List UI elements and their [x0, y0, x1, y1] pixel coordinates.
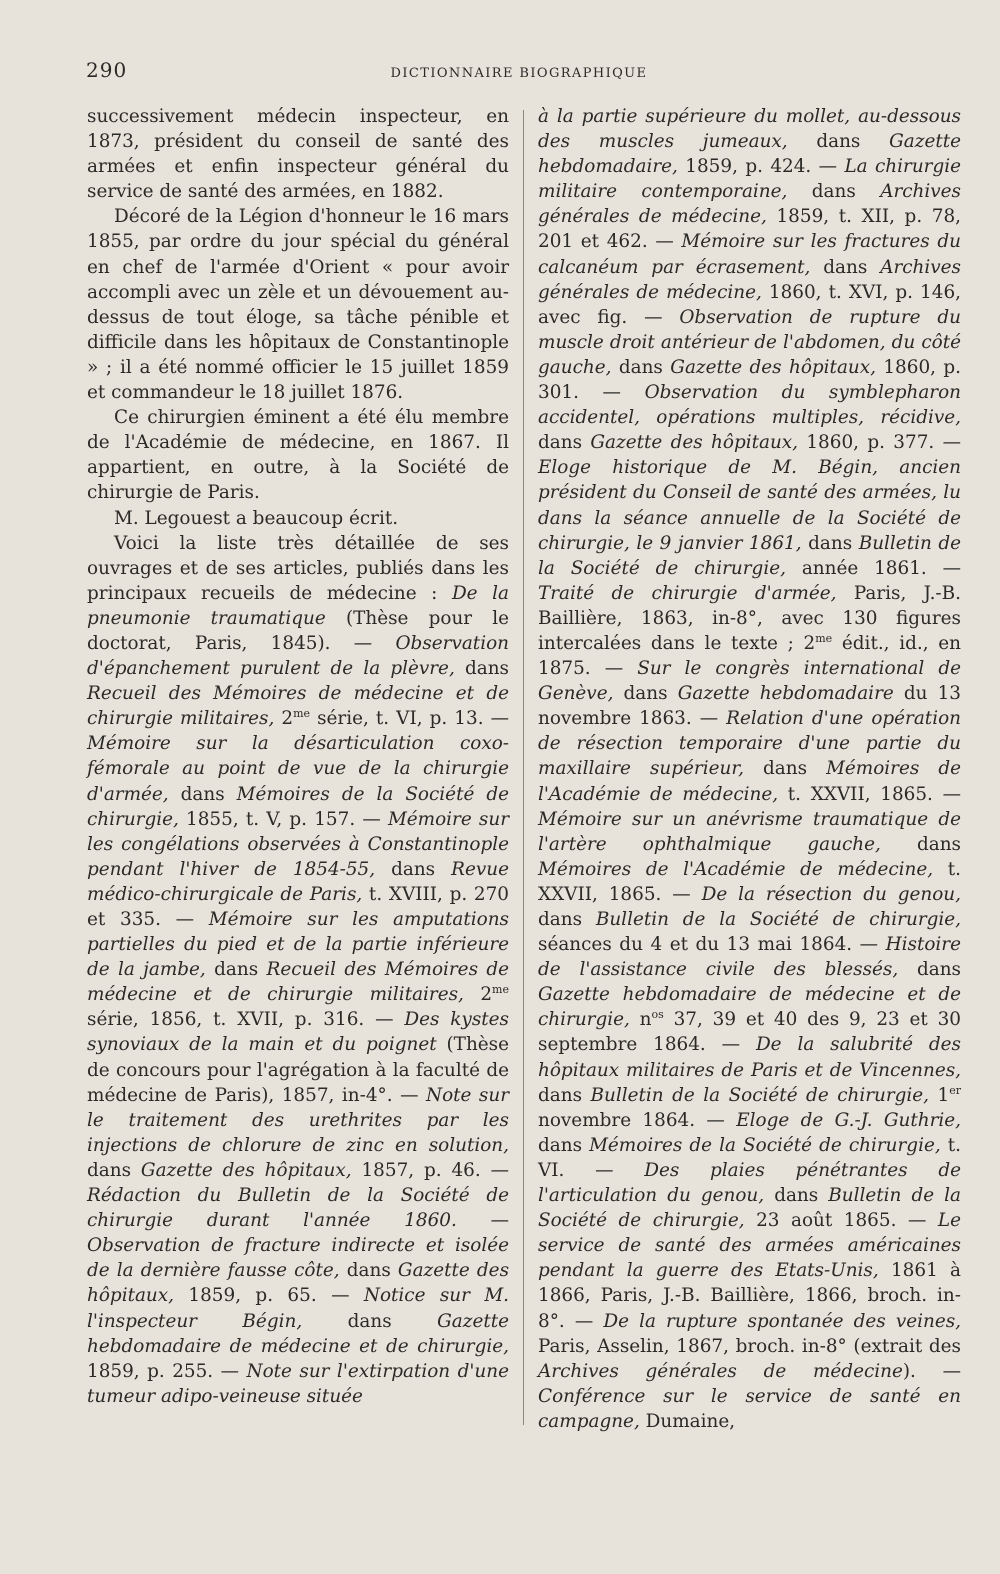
work-title: Mémoire sur les congélations observées à Constantinople pendant l'hiver de 1854-55, — [87, 808, 509, 880]
journal-title: Bulletin de la Société de chirurgie, — [538, 532, 962, 579]
text-run: 1859, p. 65. — — [174, 1285, 364, 1307]
text-run: t. XXVII, 1865. — — [778, 783, 961, 805]
text-run: 1859, p. 424. — — [677, 156, 845, 178]
work-title: La chirurgie militaire contemporaine, — [538, 156, 961, 203]
text-run: Voici la liste très détaillée de ses ouvrages et de ses articles, publiés dans les principaux recueils de médecine : — [87, 532, 509, 604]
text-run: dans — [611, 356, 671, 378]
text-run: (Thèse de concours pour l'agrégation à la faculté de médecine de Paris), 1857, in-4°. — — [87, 1034, 509, 1106]
work-title: Sur le congrès international de Genève, — [538, 658, 961, 705]
journal-title: Gazette hebdomadaire, — [538, 131, 961, 178]
right-column — [538, 104, 961, 1434]
text-run: dans — [538, 1134, 590, 1156]
text-run: 2 — [274, 708, 294, 730]
text-run: Paris, J.-B. Baillière, 1863, in-8°, avec 130 figures intercalées dans le texte ; 2 — [538, 582, 961, 654]
text-run: t. XVIII, p. 270 et 335. — — [87, 883, 510, 930]
journal-title: Archives générales de médecine — [538, 1360, 903, 1382]
work-title: De la pneumonie traumatique — [87, 582, 509, 629]
journal-title: Bulletin de la Société de chirurgie, — [590, 1084, 930, 1106]
text-run: Paris, Asselin, 1867, broch. in-8° (extrait des — [538, 1335, 961, 1357]
paragraph: M. Legouest a beaucoup écrit. — [114, 507, 399, 529]
text-run: dans — [87, 1159, 141, 1181]
paragraph: Ce chirurgien éminent a été élu membre de l'Académie de médecine, en 1867. Il appartient, en outre, à la Société de chirurgie de Paris. — [87, 407, 509, 504]
page-header — [84, 58, 954, 88]
text-run: 1 — [929, 1084, 950, 1106]
journal-title: Recueil des Mémoires de médecine et de chirurgie militaires, — [87, 959, 510, 1006]
running-title: DICTIONNAIRE BIOGRAPHIQUE — [390, 66, 648, 81]
left-column — [87, 104, 509, 1409]
work-title: Le service de santé des armées américaines pendant la guerre des Etats-Unis, — [538, 1210, 961, 1282]
work-title: Des kystes synoviaux de la main et du poignet — [87, 1009, 509, 1056]
text-run: dans — [743, 758, 827, 780]
journal-title: Mémoires de l'Académie de médecine, — [538, 758, 961, 805]
text-run: dans — [764, 1185, 829, 1207]
text-run: t. VI. — — [538, 1134, 961, 1181]
journal-title: Gazette des hôpitaux, — [140, 1159, 352, 1181]
work-title: Histoire de l'assistance civile des blessés, — [538, 934, 961, 981]
text-run: dans — [538, 909, 596, 930]
work-title: Mémoire sur les fractures du calcanéum par écrasement, — [538, 231, 961, 278]
text-run: 1860, p. 377. — — [798, 432, 961, 454]
journal-title: Gazette hebdomadaire de médecine et de chirurgie, — [87, 1310, 509, 1357]
text-run: t. XXVII, 1865. — — [538, 858, 961, 905]
text-run: 1857, p. 46. — — [351, 1159, 509, 1181]
text-run: dans — [538, 1084, 591, 1106]
text-run: dans — [205, 959, 267, 981]
text-run: du 13 novembre 1863. — — [538, 683, 962, 730]
column-divider — [523, 110, 524, 1425]
text-run: 1860, p. 301. — — [538, 356, 962, 404]
journal-title: Gazette hebdomadaire de médecine et de chirurgie, — [538, 984, 961, 1031]
journal-title: Gazette hebdomadaire — [677, 683, 894, 705]
text-run: Dumaine, — [639, 1410, 736, 1432]
journal-title: Mémoires de l'Académie de médecine, — [538, 858, 934, 880]
paragraph: Décoré de la Légion d'honneur le 16 mars 1855, par ordre du jour spécial du général en chef de l'armée d'Orient « pour avoir accompli avec un zèle et un dévouement au-dessus de tout éloge, sa tâche pénible et difficile dans les hôpitaux de Constantinople » ; il a été nommé officier le 15 juillet 1859 et commandeur le 18 juillet 1876. — [87, 206, 509, 404]
work-title: Relation d'une opération de résection temporaire d'une partie du maxillaire supérieur, — [538, 708, 961, 780]
bibliography-paragraph — [87, 531, 509, 1409]
text-run: séances du 4 et du 13 mai 1864. — — [538, 934, 886, 956]
journal-title: Mémoires de la Société de chirurgie, — [589, 1134, 941, 1156]
page-number: 290 — [86, 58, 128, 82]
text-run: série, 1856, t. XVII, p. 316. — — [87, 1009, 405, 1031]
text-run: dans — [302, 1310, 438, 1332]
superscript: me — [492, 983, 509, 997]
superscript: me — [815, 631, 833, 645]
work-title: Mémoire sur la désarticulation coxo-fémorale au point de vue de la chirurgie d'armée, — [87, 733, 509, 805]
work-title: De la salubrité des hôpitaux militaires de Paris et de Vincennes, — [538, 1034, 961, 1081]
text-run: dans — [880, 833, 961, 855]
superscript: me — [293, 707, 311, 721]
text-run: 37, 39 et 40 des 9, 23 et 30 septembre 1864. — — [538, 1009, 961, 1056]
work-title: Traité de chirurgie d'armée, — [538, 582, 837, 604]
work-title: Observation de rupture du muscle droit antérieur de l'abdomen, du côté gauche, — [538, 306, 961, 378]
text-run: 1859, t. XII, p. 78, 201 et 462. — — [538, 206, 961, 253]
text-run: n — [629, 1009, 652, 1031]
text-run: dans — [454, 658, 509, 680]
text-run: ). — — [902, 1360, 961, 1382]
work-title: Note sur l'extirpation d'une tumeur adipo-veineuse située — [87, 1360, 509, 1407]
text-run: année 1861. — — [785, 557, 962, 579]
text-run: 1855, t. V, p. 157. — — [178, 808, 388, 830]
text-run: dans — [168, 783, 237, 805]
text-run: édit., id., en 1875. — — [538, 632, 961, 680]
text-run: 1859, p. 255. — — [87, 1360, 247, 1382]
work-title: Observation de fracture indirecte et isolée de la dernière fausse côte, — [87, 1235, 509, 1282]
work-title: à la partie supérieure du mollet, au-dessous des muscles jumeaux, — [538, 106, 961, 153]
work-title: Rédaction du Bulletin de la Société de chirurgie durant l'année 1860. — [87, 1185, 509, 1232]
journal-title: Bulletin de la Société de chirurgie, — [538, 1185, 961, 1232]
journal-title: Gazette des hôpitaux, — [590, 432, 799, 454]
journal-title: Bulletin de la Société de chirurgie, — [595, 909, 961, 930]
work-title: Mémoire sur les amputations partielles du pied et de la partie inférieure de la jambe, — [87, 909, 509, 981]
work-title: Mémoire sur un anévrisme traumatique de l'artère ophthalmique gauche, — [538, 808, 961, 855]
journal-title: Revue médico-chirurgicale de Paris, — [87, 858, 509, 905]
text-run: dans — [898, 959, 961, 981]
text-run: dans — [787, 131, 890, 153]
text-run: 1860, t. XVI, p. 146, avec fig. — — [538, 281, 961, 328]
text-run: série, t. VI, p. 13. — — [310, 708, 509, 730]
journal-title: Gazette des hôpitaux, — [87, 1260, 510, 1307]
text-run: dans — [339, 1260, 398, 1282]
text-run: — — [456, 1210, 509, 1232]
work-title: Observation du symblepharon accidentel, opérations multiples, récidive, — [538, 382, 961, 429]
text-run: dans — [375, 858, 452, 880]
text-run: 2 — [463, 984, 493, 1006]
journal-title: Archives générales de médecine, — [538, 256, 961, 303]
text-run: dans — [787, 181, 881, 203]
work-title: De la résection du genou, — [701, 883, 961, 905]
work-title: Eloge de G.-J. Guthrie, — [736, 1109, 961, 1131]
journal-title: Mémoires de la Société de chirurgie, — [87, 783, 509, 830]
work-title: Conférence sur le service de santé en campagne, — [538, 1385, 961, 1432]
journal-title: Archives générales de médecine, — [538, 181, 961, 228]
text-run: 23 août 1865. — — [744, 1210, 938, 1232]
work-title: Note sur le traitement des urethrites par les injections de chlorure de zinc en solution, — [87, 1084, 510, 1156]
work-title: De la rupture spontanée des veines, — [603, 1310, 962, 1332]
journal-title: Gazette des hôpitaux, — [670, 356, 876, 378]
work-title: Des plaies pénétrantes de l'articulation du genou, — [538, 1159, 961, 1207]
bibliography-continuation — [538, 104, 961, 1434]
journal-title: Recueil des Mémoires de médecine et de chirurgie militaires, — [87, 683, 509, 730]
work-title: Eloge historique de M. Bégin, ancien président du Conseil de santé des armées, lu dans la séance annuelle de la Société de chirurgie, le 9 janvier 1861, — [538, 457, 961, 554]
paragraph: successivement médecin inspecteur, en 1873, président du conseil de santé des armées et enfin inspecteur général du service de santé des armées, en 1882. — [87, 106, 509, 203]
text-run: dans — [810, 256, 881, 278]
text-run: dans — [538, 432, 591, 454]
superscript: er — [949, 1083, 961, 1097]
superscript: os — [651, 1008, 664, 1022]
text-run: 1861 à 1866, Paris, J.-B. Baillière, 1866, broch. in-8°. — — [538, 1260, 961, 1332]
work-title: Observation d'épanchement purulent de la plèvre, — [87, 632, 509, 680]
text-run: dans — [613, 683, 678, 705]
work-title: Notice sur M. l'inspecteur Bégin, — [87, 1285, 510, 1332]
text-run: (Thèse pour le doctorat, Paris, 1845). — — [87, 607, 509, 654]
text-run: dans — [801, 532, 859, 554]
text-run: novembre 1864. — — [538, 1109, 737, 1131]
